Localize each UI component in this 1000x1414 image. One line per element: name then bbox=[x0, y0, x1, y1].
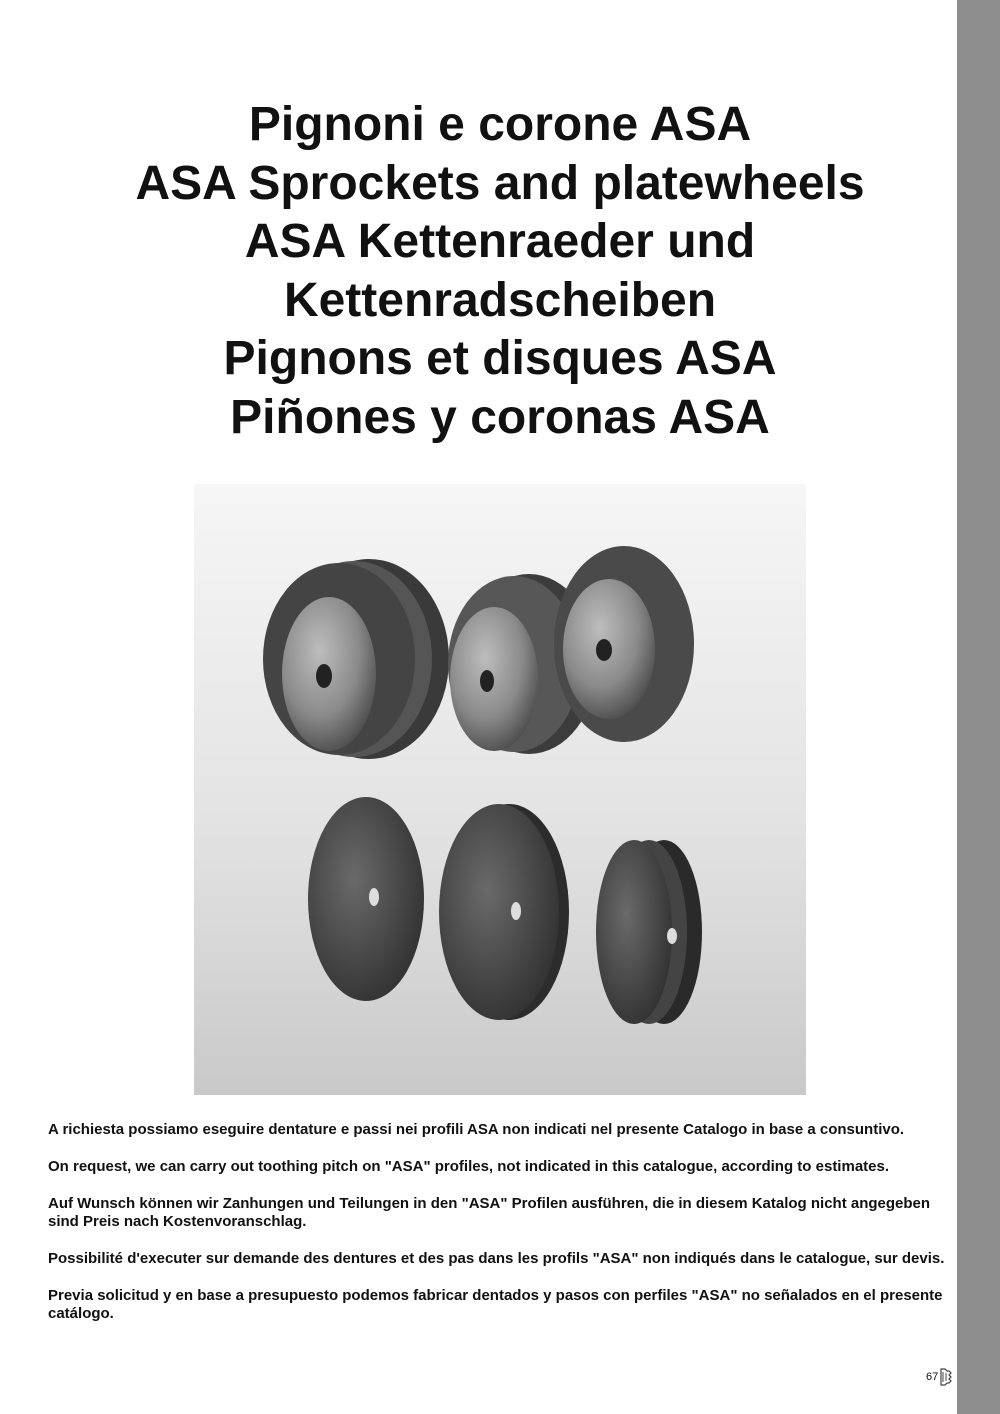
paragraph-english: On request, we can carry out toothing pitch on "ASA" profiles, not indicated in this catalogue, according to estimates. bbox=[48, 1158, 890, 1175]
title-line-german-1: ASA Kettenraeder und bbox=[244, 215, 756, 268]
paragraph-french: Possibilité d'executer sur demande des dentures et des pas dans les profils "ASA" non indiqués dans le catalogue, sur devis. bbox=[48, 1250, 945, 1267]
title-line-french: Pignons et disques ASA bbox=[223, 332, 777, 385]
single-sprocket-hub bbox=[554, 546, 694, 742]
sprockets-photo bbox=[194, 484, 806, 1095]
triple-platewheel bbox=[596, 840, 702, 1024]
paragraph-spanish: Previa solicitud y en base a presupuesto podemos fabricar dentados y pasos con perfiles "ASA" no señalados en el presente catálogo. bbox=[48, 1287, 943, 1322]
page-footer bbox=[926, 1364, 956, 1390]
page-title bbox=[0, 96, 1000, 447]
single-platewheel bbox=[308, 797, 424, 1001]
paragraph-italian: A richiesta possiamo eseguire dentature e passi nei profili ASA non indicati nel presente Catalogo in base a consuntivo. bbox=[48, 1121, 905, 1138]
gear-logo-icon bbox=[939, 1367, 953, 1387]
double-platewheel bbox=[439, 804, 569, 1020]
sprockets-illustration bbox=[194, 484, 806, 1095]
paragraph-german: Auf Wunsch können wir Zanhungen und Teilungen in den "ASA" Profilen ausführen, die in diesem Katalog nicht angegeben sind Preis nach Kostenvoranschlag. bbox=[48, 1195, 931, 1230]
title-line-italian: Pignoni e corone ASA bbox=[248, 98, 752, 151]
triple-sprocket-hub bbox=[263, 559, 449, 759]
page-number: 67 bbox=[926, 1371, 939, 1383]
title-line-spanish: Piñones y coronas ASA bbox=[230, 390, 770, 444]
title-line-german-2: Kettenradscheiben bbox=[283, 273, 717, 327]
description-text bbox=[48, 1121, 958, 1342]
title-line-english: ASA Sprockets and platewheels bbox=[135, 156, 865, 210]
